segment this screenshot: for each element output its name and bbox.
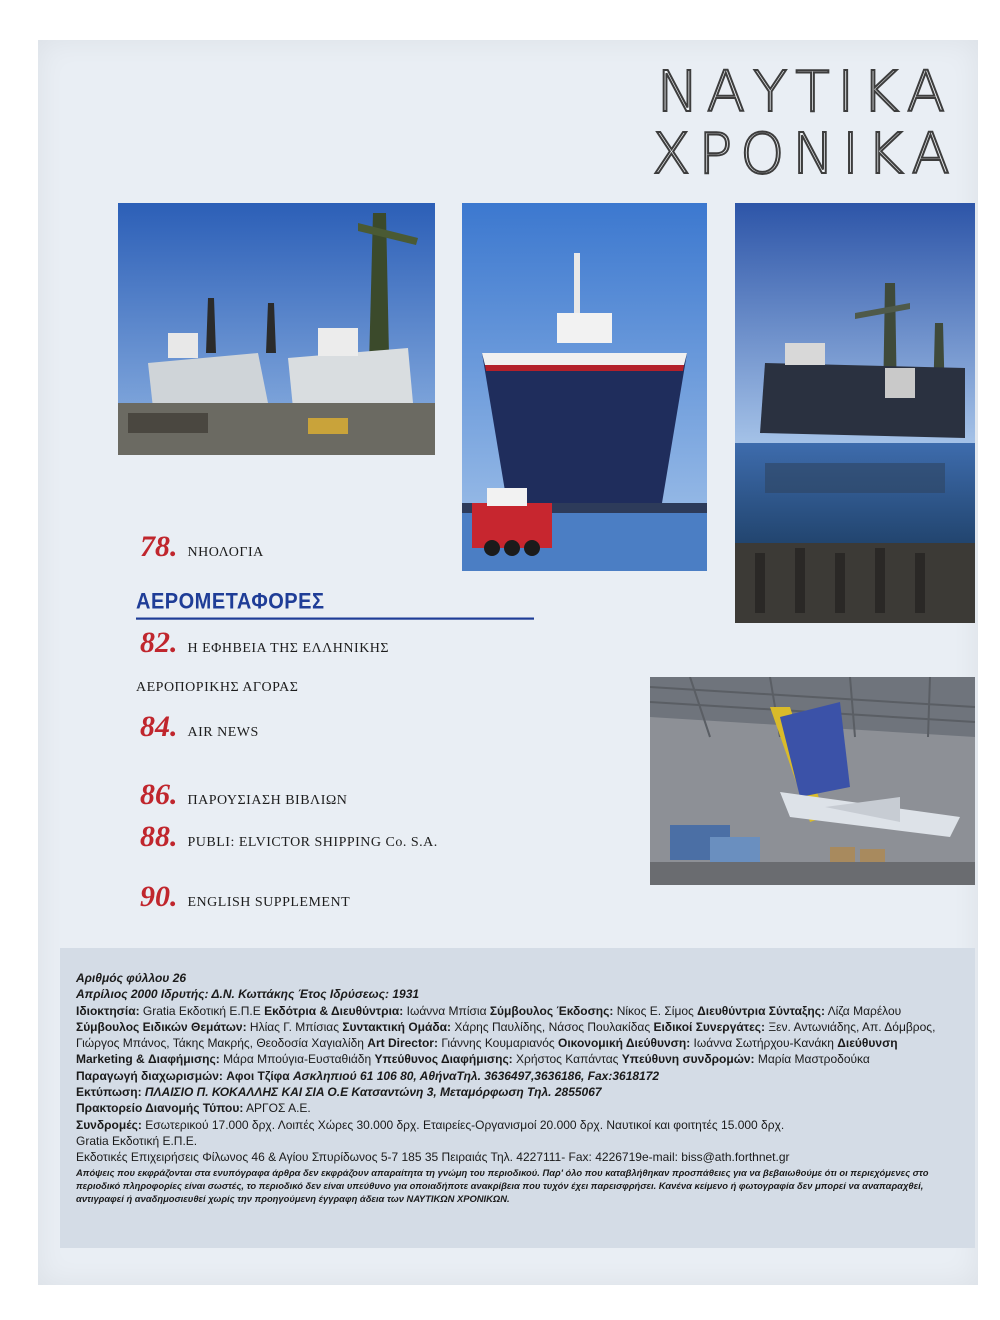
subs-label: Υπεύθυνη συνδρομών: xyxy=(621,1052,755,1067)
toc-item-90[interactable] xyxy=(140,880,350,914)
marketing-value: Μάρα Μπούγια-Ευσταθιάδη xyxy=(223,1052,372,1067)
agency-label: Πρακτορείο Διανομής Τύπου: xyxy=(76,1101,244,1116)
printing-label: Εκτύπωση: xyxy=(76,1085,142,1100)
toc-title: ΠΑΡΟΥΣΙΑΣΗ ΒΙΒΛΙΩΝ xyxy=(187,793,348,808)
owner-label: Ιδιοκτησία: xyxy=(76,1003,140,1018)
photo-shipyard-cranes xyxy=(118,203,435,455)
photo-aircraft-hangar xyxy=(650,677,975,885)
special-label: Σύμβουλος Ειδικών Θεμάτων: xyxy=(76,1019,247,1034)
masthead-logo xyxy=(640,62,970,186)
contrib-value: Ξεν. Αντωνιάδης, Απ. Δόμβρος, Γιώργος Μπάνος, Τάκης Μακρής, Θεοδοσία Χαγιαλίδη xyxy=(76,1019,936,1051)
toc-title: AIR NEWS xyxy=(187,725,259,740)
marketing-label: Διεύθυνση Marketing & Διαφήμισης: xyxy=(76,1036,898,1067)
finance-value: Ιωάννα Σωτήρχου-Κανάκη xyxy=(693,1036,834,1051)
separations-address: Ασκληπιού 61 106 80, ΑθήναΤηλ. 3636497,3636186, Fax:3618172 xyxy=(292,1068,660,1083)
separations-value: Αφοι Τζίφα xyxy=(226,1068,290,1083)
toc-page-number: 86. xyxy=(140,778,178,811)
toc-page-number: 82. xyxy=(140,626,178,659)
toc-title: PUBLI: ELVICTOR SHIPPING Co. S.A. xyxy=(187,835,438,850)
date-founder: Απρίλιος 2000 Ιδρυτής: Δ.Ν. Κωττάκης Έτος Ιδρύσεως: 1931 xyxy=(76,987,420,1002)
toc-page-number: 84. xyxy=(140,710,178,743)
team-label: Συντακτική Ομάδα: xyxy=(342,1019,452,1034)
toc-item-88[interactable] xyxy=(140,820,438,854)
special-value: Ηλίας Γ. Μπίσιας xyxy=(249,1019,339,1034)
toc-item-84[interactable] xyxy=(140,710,259,744)
contrib-label: Ειδικοί Συνεργάτες: xyxy=(653,1019,766,1034)
subs-value: Μαρία Μαστροδούκα xyxy=(757,1052,870,1067)
toc-page-number: 90. xyxy=(140,880,178,913)
issue-number: Αριθμός φύλλου 26 xyxy=(76,971,187,985)
advisor-value: Νίκος Ε. Σίμος xyxy=(616,1003,694,1018)
ads-value: Χρήστος Καπάντας xyxy=(516,1052,619,1067)
toc-title: Η ΕΦΗΒΕΙΑ ΤΗΣ ΕΛΛΗΝΙΚΗΣ xyxy=(187,641,390,656)
separations-label: Παραγωγή διαχωρισμών: xyxy=(76,1068,223,1083)
photo-ship-bow xyxy=(462,203,707,571)
finance-label: Οικονομική Διεύθυνση: xyxy=(558,1036,691,1051)
toc-page-number: 78. xyxy=(140,530,178,563)
toc-title: ΝΗΟΛΟΓΙΑ xyxy=(187,545,264,560)
section-heading-air-transport: ΑΕΡΟΜΕΤΑΦΟΡΕΣ xyxy=(136,590,534,620)
art-label: Art Director: xyxy=(367,1036,438,1051)
company-name: Gratia Εκδοτική Ε.Π.Ε. xyxy=(76,1133,198,1148)
agency-value: ΑΡΓΟΣ Α.Ε. xyxy=(246,1101,311,1116)
publisher-value: Ιωάννα Μπίσια xyxy=(406,1003,487,1018)
editor-label: Διευθύντρια Σύνταξης: xyxy=(697,1003,825,1018)
art-value: Γιάννης Κουμαριανός xyxy=(441,1036,555,1051)
disclaimer: Απόψεις που εκφράζονται στα ενυπόγραφα άρθρα δεν εκφράζουν απαραίτητα τη γνώμη του περιοδικού. Παρ' όλο που καταβλήθηκαν προσπάθειες για να βεβαιωθούμε ότι οι περιεχόμενες στο περιοδικό πληροφορίες είναι σωστές, το περιοδικό δεν είναι υπεύθυνο για οποιαδήποτε ανακρίβεια που τυχόν έχει παρεισφρήσει. Κανένα κείμενο ή φωτογραφία δεν μπορεί να αναπαραχθεί, αντιγραφεί ή αναδημοσιευθεί χωρίς την προηγούμενη έγγραφη άδεια των ΝΑΥΤΙΚΩΝ ΧΡΟΝΙΚΩΝ. xyxy=(76,1166,929,1205)
printing-value: ΠΛΑΙΣΙΟ Π. ΚΟΚΑΛΛΗΣ ΚΑΙ ΣΙΑ Ο.Ε Κατσαντώνη 3, Μεταμόρφωση Τηλ. 2855067 xyxy=(144,1085,602,1100)
masthead-line-2: ΧΡΟΝΙΚΑ xyxy=(652,122,958,187)
photo-harbour-reflection xyxy=(735,203,975,623)
toc-item-86[interactable] xyxy=(140,778,347,812)
subscriptions-label: Συνδρομές: xyxy=(76,1117,142,1132)
company-address: Εκδοτικές Επιχειρήσεις Φίλωνος 46 & Αγίου Σπυρίδωνος 5-7 185 35 Πειραιάς Τηλ. 4227111- Fax: 4226719e-mail: biss@ath.forthnet.gr xyxy=(76,1150,790,1165)
publisher-label: Εκδότρια & Διευθύντρια: xyxy=(264,1003,404,1018)
toc-title: ENGLISH SUPPLEMENT xyxy=(187,895,351,910)
toc-item-82[interactable] xyxy=(140,626,389,660)
masthead-line-1: ΝΑΥΤΙΚΑ xyxy=(656,60,954,125)
team-value: Χάρης Παυλίδης, Νάσος Πουλακίδας xyxy=(454,1019,651,1034)
toc-item-78[interactable] xyxy=(140,530,264,564)
editor-value: Λίζα Μαρέλου xyxy=(827,1003,902,1018)
advisor-label: Σύμβουλος Έκδοσης: xyxy=(489,1003,614,1018)
owner-value: Gratia Εκδοτική Ε.Π.Ε xyxy=(142,1003,261,1018)
ads-label: Υπεύθυνος Διαφήμισης: xyxy=(374,1052,513,1067)
toc-title-continuation: ΑΕΡΟΠΟΡΙΚΗΣ ΑΓΟΡΑΣ xyxy=(136,680,299,695)
subscriptions-value: Εσωτερικού 17.000 δρχ. Λοιπές Χώρες 30.000 δρχ. Εταιρείες-Οργανισμοί 20.000 δρχ. Ναυτικοί και φοιτητές 15.000 δρχ. xyxy=(145,1117,785,1132)
toc-page-number: 88. xyxy=(140,820,178,853)
imprint-text xyxy=(76,970,956,1206)
